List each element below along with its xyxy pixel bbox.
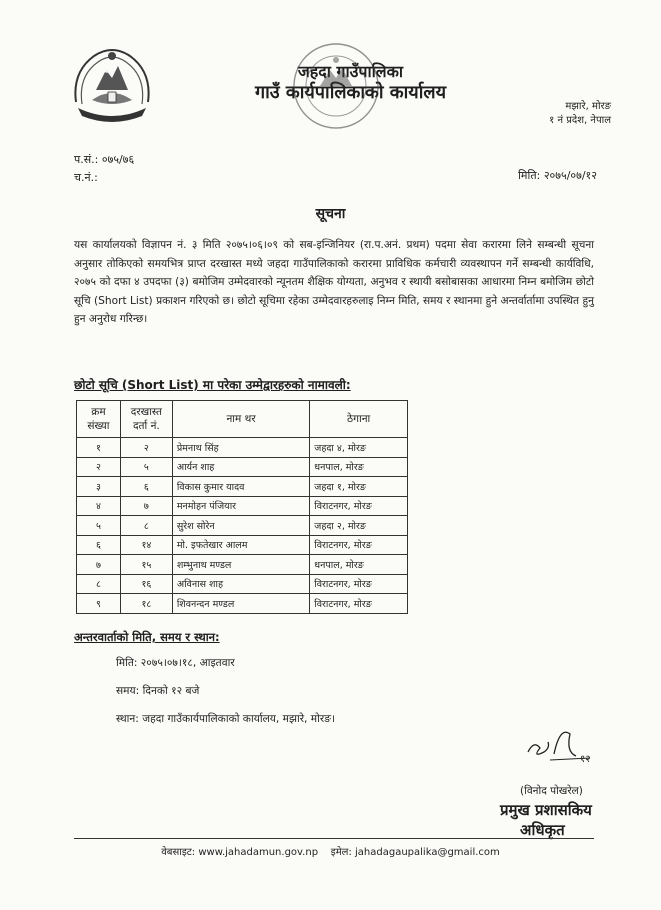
designation-line1: प्रमुख प्रशासकिय bbox=[500, 801, 592, 819]
cell-reg: ६ bbox=[120, 477, 172, 497]
cell-sn: ९ bbox=[77, 594, 121, 614]
cell-reg: २ bbox=[120, 438, 172, 458]
cell-reg: ७ bbox=[120, 496, 172, 516]
cell-address: जहदा ४, मोरङ bbox=[310, 438, 408, 458]
cell-sn: ६ bbox=[77, 535, 121, 555]
address-line1: मझारे, मोरङ bbox=[565, 101, 611, 112]
footer-divider bbox=[74, 838, 594, 839]
cell-name: सुरेश सोरेन bbox=[172, 516, 309, 536]
footer-email: इमेल: jahadagaupalika@gmail.com bbox=[330, 847, 500, 858]
office-address bbox=[549, 100, 611, 128]
signature-handwritten-text: १२ bbox=[580, 754, 591, 765]
table-row bbox=[77, 438, 408, 458]
cell-address: विराटनगर, मोरङ bbox=[310, 594, 408, 614]
table-header-row bbox=[77, 401, 408, 438]
table-row bbox=[77, 457, 408, 477]
office-title-line1: जहदा गाउँपालिका bbox=[297, 62, 404, 81]
column-header-sn: क्रम संख्या bbox=[77, 401, 121, 438]
column-header-address: ठेगाना bbox=[310, 401, 408, 438]
cell-name: अविनास शाह bbox=[172, 574, 309, 594]
table-row bbox=[77, 535, 408, 555]
cell-reg: १६ bbox=[120, 574, 172, 594]
footer-website: वेबसाइट: www.jahadamun.gov.np bbox=[161, 847, 319, 858]
table-row bbox=[77, 516, 408, 536]
cell-reg: ८ bbox=[120, 516, 172, 536]
cell-reg: १८ bbox=[120, 594, 172, 614]
cell-sn: २ bbox=[77, 457, 121, 477]
office-title-line2: गाउँ कार्यपालिकाको कार्यालय bbox=[254, 82, 447, 103]
chalani-number: च.नं.: bbox=[74, 171, 98, 184]
cell-name: आर्यन शाह bbox=[172, 457, 309, 477]
cell-address: जहदा १, मोरङ bbox=[310, 477, 408, 497]
cell-name: शिवनन्दन मण्डल bbox=[172, 594, 309, 614]
table-row bbox=[77, 496, 408, 516]
cell-sn: १ bbox=[77, 438, 121, 458]
table-row bbox=[77, 477, 408, 497]
column-header-name: नाम थर bbox=[172, 401, 309, 438]
cell-sn: ३ bbox=[77, 477, 121, 497]
cell-address: विराटनगर, मोरङ bbox=[310, 535, 408, 555]
cell-address: विराटनगर, मोरङ bbox=[310, 574, 408, 594]
cell-address: जहदा २, मोरङ bbox=[310, 516, 408, 536]
interview-place: स्थान: जहदा गाउँकार्यपालिकाको कार्यालय, मझारे, मोरङ। bbox=[116, 713, 335, 725]
cell-address: विराटनगर, मोरङ bbox=[310, 496, 408, 516]
signer-name: (विनोद पोखरेल) bbox=[520, 785, 583, 797]
interview-heading: अन्तरवार्ताको मिति, समय र स्थान: bbox=[74, 630, 220, 644]
cell-sn: ७ bbox=[77, 555, 121, 575]
column-header-reg: दरखास्त दर्ता नं. bbox=[120, 401, 172, 438]
short-list-table bbox=[76, 400, 408, 614]
cell-sn: ५ bbox=[77, 516, 121, 536]
cell-name: मनमोहन पंजियार bbox=[172, 496, 309, 516]
cell-reg: ५ bbox=[120, 457, 172, 477]
interview-time: समय: दिनको १२ बजे bbox=[116, 685, 200, 697]
cell-name: विकास कुमार यादव bbox=[172, 477, 309, 497]
address-line2: १ नं प्रदेश, नेपाल bbox=[549, 115, 611, 126]
cell-reg: १५ bbox=[120, 555, 172, 575]
table-row bbox=[77, 594, 408, 614]
notice-body: यस कार्यालयको विज्ञापन नं. ३ मिति २०७५।०६।०९ को सब-इन्जिनियर (रा.प.अनं. प्रथम) पदमा सेवा करारमा लिने सम्बन्धी सूचना अनुसार तोकिएको समयभित्र प्राप्त दरखास्त मध्ये जहदा गाउँपालिकाको करारमा प्राविधिक कर्मचारी व्यवस्थापन गर्ने सम्बन्धी कार्यविधि, २०७५ को दफा ४ उपदफा (३) बमोजिम उम्मेदवारको न्यूनतम शैक्षिक योग्यता, अनुभव र स्थायी बसोबासका आधारमा निम्न बमोजिम छोटो सूचि (Short List) प्रकाशन गरिएको छ। छोटो सूचिमा रहेका उम्मेदवारहरुलाइ निम्न मिति, समय र स्थानमा हुने अन्तर्वार्तामा उपस्थित हुनु हुन अनुरोध गरिन्छ। bbox=[74, 239, 594, 325]
cell-name: मो. इफतेखार आलम bbox=[172, 535, 309, 555]
interview-date: मिति: २०७५।०७।१८, आइतवार bbox=[116, 657, 235, 669]
handwritten-signature-icon bbox=[520, 722, 610, 770]
short-list-heading: छोटो सूचि (Short List) मा परेका उम्मेद्वारहरुको नामावली: bbox=[74, 378, 351, 392]
cell-reg: १४ bbox=[120, 535, 172, 555]
cell-name: शम्भुनाथ मण्डल bbox=[172, 555, 309, 575]
patra-sankhya: प.सं.: ०७५/७६ bbox=[74, 153, 135, 166]
designation-line2: अधिकृत bbox=[520, 821, 565, 839]
cell-address: धनपाल, मोरङ bbox=[310, 457, 408, 477]
notice-title: सूचना bbox=[315, 206, 346, 222]
office-seal-icon bbox=[290, 40, 382, 132]
cell-name: प्रेमनाथ सिंह bbox=[172, 438, 309, 458]
table-row bbox=[77, 574, 408, 594]
table-row bbox=[77, 555, 408, 575]
cell-sn: ४ bbox=[77, 496, 121, 516]
letter-date: मिति: २०७५/०७/१२ bbox=[518, 169, 597, 182]
footer bbox=[0, 844, 661, 858]
cell-address: धनपाल, मोरङ bbox=[310, 555, 408, 575]
cell-sn: ८ bbox=[77, 574, 121, 594]
